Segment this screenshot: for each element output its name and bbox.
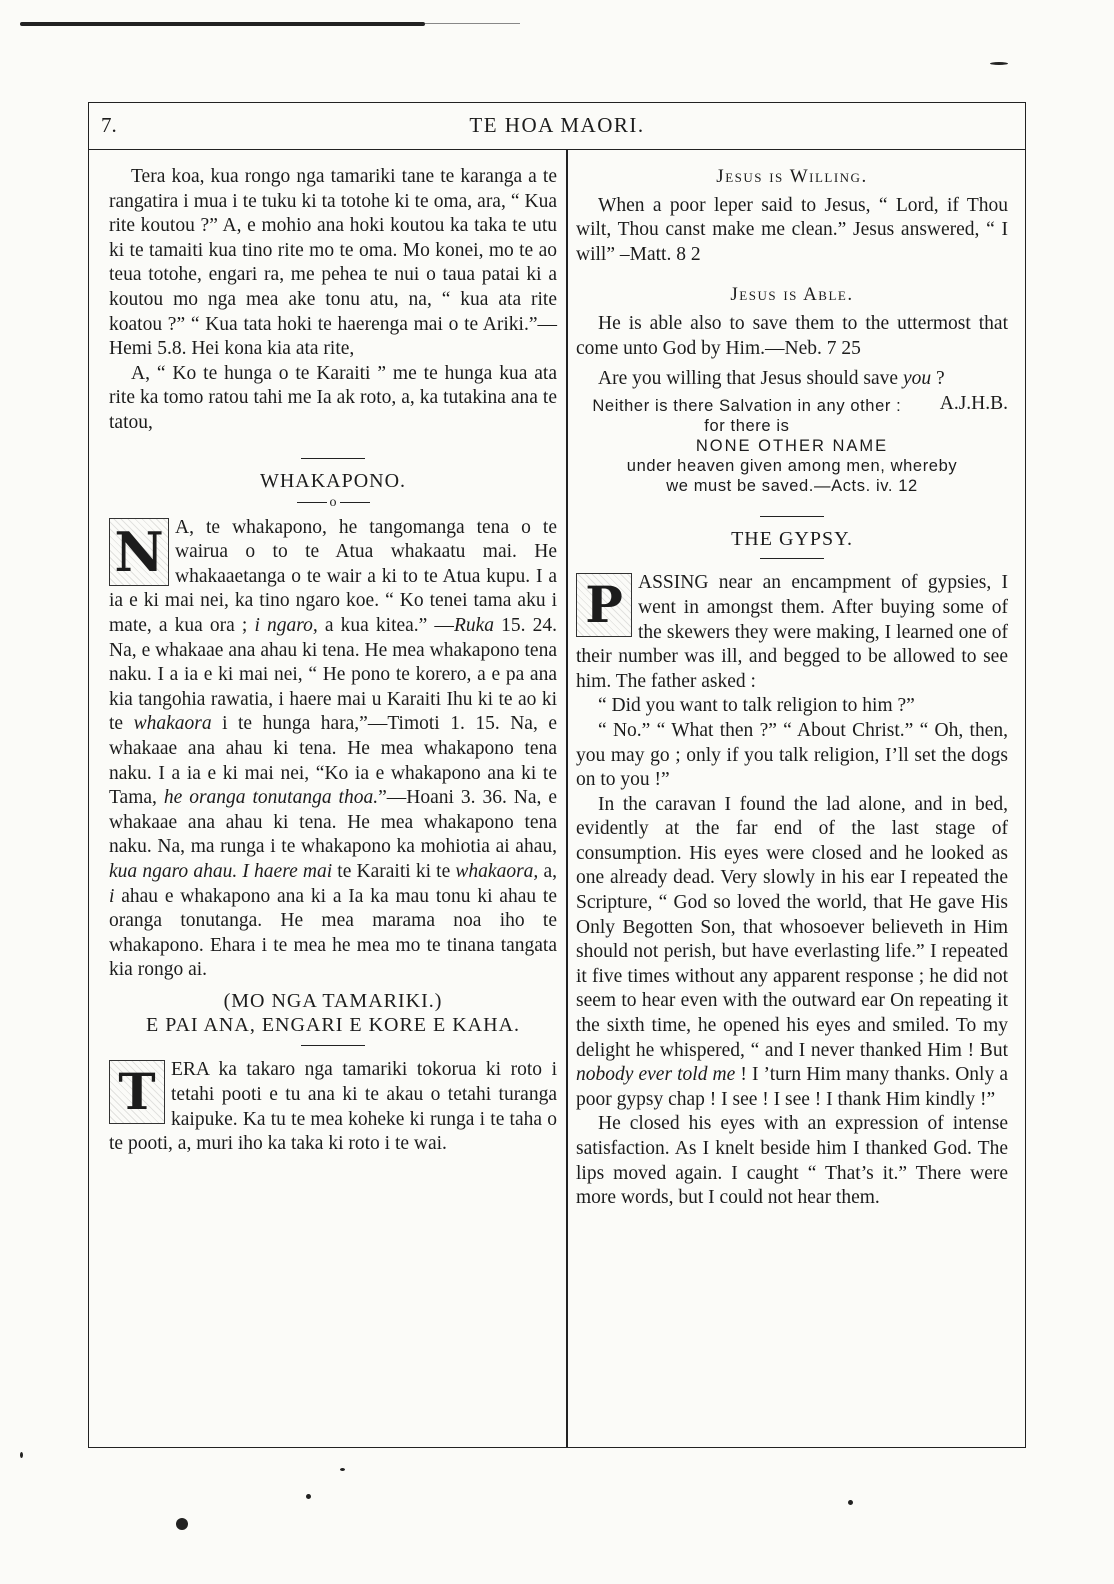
ink-speck (848, 1500, 853, 1505)
tamariki-title: (MO NGA TAMARIKI.) (223, 989, 443, 1012)
ornament-separator: o (109, 494, 557, 512)
gypsy-paragraph-5: He closed his eyes with an expression of intense satisfaction. As I knelt beside him I thanked God. The lips moved again. I caught “ That’s it.” There were more words, but I could not hear them. (576, 1113, 1008, 1209)
intro-paragraph-2: A, “ Ko te hunga o te Karaiti ” me te hunga kua ata rite ka tomo ratou tahi me Ia ak roto, a, ka tutakina ana te tatou, (109, 362, 557, 433)
top-decorative-rule-thin (425, 23, 520, 24)
journal-title: TE HOA MAORI. (469, 113, 645, 137)
ink-speck (176, 1518, 188, 1530)
column-divider (566, 150, 568, 1447)
ink-speck (20, 1452, 23, 1458)
page-number: 7. (101, 113, 117, 137)
willing-text: When a poor leper said to Jesus, “ Lord, if Thou wilt, Thou canst make me clean.” Jesus answered, “ I will” –Matt. 8 2 (576, 194, 1008, 265)
drop-cap-p: P (576, 573, 632, 637)
page-header (89, 103, 1025, 150)
left-column (109, 165, 557, 1157)
drop-cap-t: T (109, 1060, 165, 1124)
intro-paragraph: Tera koa, kua rongo nga tamariki tane te karanga a te rangatira i mua i te tuku ki ta totohe ki te oma, ara, “ Kua rite koutou ?” A, e mohio ana hoki koutou ka taka te utu ki te tamaiti kua tino rite mo te oma. Mo konei, mo te ao teua totohe, engari ra, me pehea te nui o taua patai ki a koutou mo nga mea ake tonu atu, na, “ kua ata rite koatou ?” “ Kua tata hoki te haerenga mai o te Ariki.”—Hemi 5.8. Hei kona kia ata rite, (109, 166, 557, 360)
whakapono-title: WHAKAPONO. (259, 470, 407, 493)
ink-speck (990, 62, 1008, 65)
able-text: He is able also to save them to the uttermost that come unto God by Him.—Neb. 7 25 (576, 312, 1008, 359)
gypsy-paragraph-2: “ Did you want to talk religion to him ?” (598, 695, 915, 717)
top-decorative-rule (20, 22, 425, 26)
gypsy-paragraph-4: In the caravan I found the lad alone, and in bed, evidently at the far end of the last stage of consumption. His eyes were closed and he looked as one already dead. Very slowly in his ear I repeated the Scripture, “ God so loved the world, that He gave His Only Begotten Son, that whosoever believeth in Him should not perish, but have everlasting life.” I repeated it five times without any apparent response ; he did not seem to hear even with the outward ear On repeating it the sixth time, he opened his eyes and smiled. To my delight he whispered, “ and I never thanked Him ! But nobody ever told me ! I ’turn Him many thanks. Only a poor gypsy chap ! I see ! I see ! I thank Him kindly !” (576, 793, 1008, 1110)
right-column (576, 165, 1008, 1211)
willing-title: Jesus is Willing. (716, 166, 868, 187)
willing-question: Are you willing that Jesus should save you ? A.J.H.B. (576, 367, 1008, 392)
whakapono-body: N A, te whakapono, he tangomanga tena o te wairua o to te Atua whakaatu mai. He whakaaetanga o te wair a ki to te Atua kupu. I a ia e ki mai nei, ka tino ngaro koe. “ Ko tenei tama aku i mate, a kua ora ; i ngaro, a kua kitea.” —Ruka 15. 24. Na, e whakaae ana ahau ki tena. He mea whakapono tena naku. I a ia e ki mai nei, “ He pono te korero, a e pa ana kia tangohia rawatia, i haere mai u Karaiti Ihu ki te ao ki te whakaora i te hunga hara,”—Timoti 1. 15. Na, e whakaae ana ahau ki tena. He mea whakapono tena naku. I a ia e ki mai nei, “Ko ia e whakapono ana ki te Tama, he oranga tonutanga thoa.”—Hoani 3. 36. Na, e whakaae ana ahau ki tena. He mea whakapono tena naku. Na, ma runga i te whakapono ka mohiotia ai ahau, kua ngaro ahau. I haere mai te Karaiti ki te whakaora, a, i ahau e whakapono ana ki a Ia ka mau tonu ki ahau te oranga tonutanga. He mea marama noa iho te whakapono. Ehara i te mea he mea mo te tinana tangata kia rongo ai. (109, 516, 558, 981)
ink-speck (340, 1468, 345, 1471)
signature: A.J.H.B. (939, 392, 1008, 414)
gypsy-paragraph-3: “ No.” “ What then ?” “ About Christ.” “ Oh, then, you may go ; only if you talk religion, I’ll set the dogs on to you !” (576, 719, 1008, 791)
able-title: Jesus is Able. (730, 284, 854, 306)
gypsy-title: THE GYPSY. (731, 528, 853, 551)
ink-speck (306, 1494, 311, 1499)
gypsy-body: P ASSING near an encampment of gypsies, I went in amongst them. After buying some of the skewers they were making, I learned one of their number was ill, and begged to be allowed to see him. The father asked : (576, 572, 1008, 692)
salvation-verse: Neither is there Salvation in any other : for there is NONE OTHER NAME under heaven given among men, whereby we must be saved.—Acts. iv. 12 (592, 396, 958, 495)
drop-cap-n: N (109, 518, 169, 586)
page-frame (88, 102, 1026, 1448)
tamariki-subtitle: E PAI ANA, ENGARI E KORE E KAHA. (145, 1013, 521, 1036)
tamariki-body: T ERA ka takaro nga tamariki tokorua ki roto i tetahi pooti e tu ana ki te akau o tetahi turanga kaipuke. Ka tu te mea koheke ki runga i te taha o te pooti, a, muri iho ka taka ki roto i te wai. (109, 1059, 557, 1155)
